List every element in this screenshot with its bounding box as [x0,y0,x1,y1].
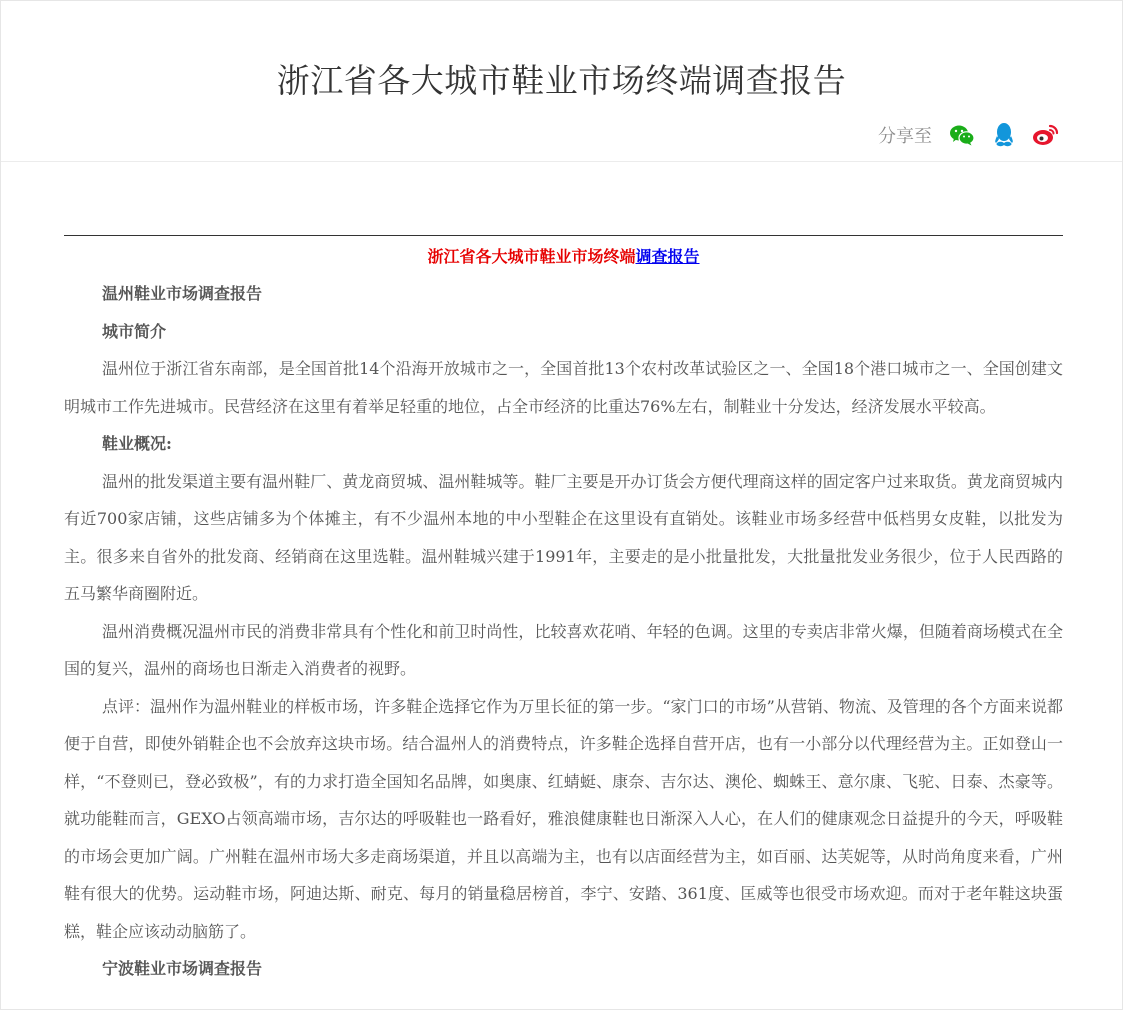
paragraph: 温州消费概况温州市民的消费非常具有个性化和前卫时尚性，比较喜欢花哨、年轻的色调。这里的专卖店非常火爆，但随着商场模式在全国的复兴，温州的商场也日渐走入消费者的视野。 [64,621,1063,678]
paragraph: 温州的批发渠道主要有温州鞋厂、黄龙商贸城、温州鞋城等。鞋厂主要是开办订货会方便代理商这样的固定客户过来取货。黄龙商贸城内有近700家店铺，这些店铺多为个体摊主，有不少温州本地的中小型鞋企在这里设有直销处。该鞋业市场多经营中低档男女皮鞋，以批发为主。很多来自省外的批发商、经销商在这里选鞋。温州鞋城兴建于1991年，主要走的是小批量批发，大批量批发业务很少，位于人民西路的五马繁华商圈附近。 [64,471,1063,603]
page-header [1,1,1122,162]
paragraph: 点评：温州作为温州鞋业的样板市场，许多鞋企选择它作为万里长征的第一步。“家门口的市场”从营销、物流、及管理的各个方面来说都便于自营，即使外销鞋企也不会放弃这块市场。结合温州人的消费特点，许多鞋企选择自营开店，也有一小部分以代理经营为主。正如登山一样，“不登则已，登必致极”，有的力求打造全国知名品牌，如奥康、红蜻蜓、康奈、吉尔达、澳伦、蜘蛛王、意尔康、飞驼、日泰、杰豪等。就功能鞋而言，GEXO占领高端市场，吉尔达的呼吸鞋也一路看好，雅浪健康鞋也日渐深入人心，在人们的健康观念日益提升的今天，呼吸鞋的市场会更加广阔。广州鞋在温州市场大多走商场渠道，并且以高端为主，也有以店面经营为主，如百丽、达芙妮等，从时尚角度来看，广州鞋有很大的优势。运动鞋市场，阿迪达斯、耐克、每月的销量稳居榜首，李宁、安踏、361度、匡威等也很受市场欢迎。而对于老年鞋这块蛋糕，鞋企应该动动脑筋了。 [64,696,1063,941]
share-bar [878,121,1060,149]
divider-line [64,235,1063,236]
qq-icon[interactable] [990,121,1018,149]
wechat-icon[interactable] [948,121,976,149]
weibo-icon[interactable] [1032,121,1060,149]
article-title-text: 浙江省各大城市鞋业市场终端 [427,247,636,266]
page-title: 浙江省各大城市鞋业市场终端调查报告 [276,61,847,100]
section-heading: 鞋业概况: [102,434,172,453]
section-heading: 城市简介 [102,321,167,341]
article-content [64,275,1063,988]
article-title [64,246,1063,268]
section-heading: 温州鞋业市场调查报告 [102,284,263,303]
paragraph: 温州位于浙江省东南部，是全国首批14个沿海开放城市之一，全国首批13个农村改革试验区之一、全国18个港口城市之一、全国创建文明城市工作先进城市。民营经济在这里有着举足轻重的地位，占全市经济的比重达76%左右，制鞋业十分发达，经济发展水平较高。 [64,359,1063,416]
article-body [64,235,1063,988]
share-label: 分享至 [878,126,932,147]
section-heading: 宁波鞋业市场调查报告 [102,959,263,978]
article-title-link[interactable]: 调查报告 [635,247,700,266]
